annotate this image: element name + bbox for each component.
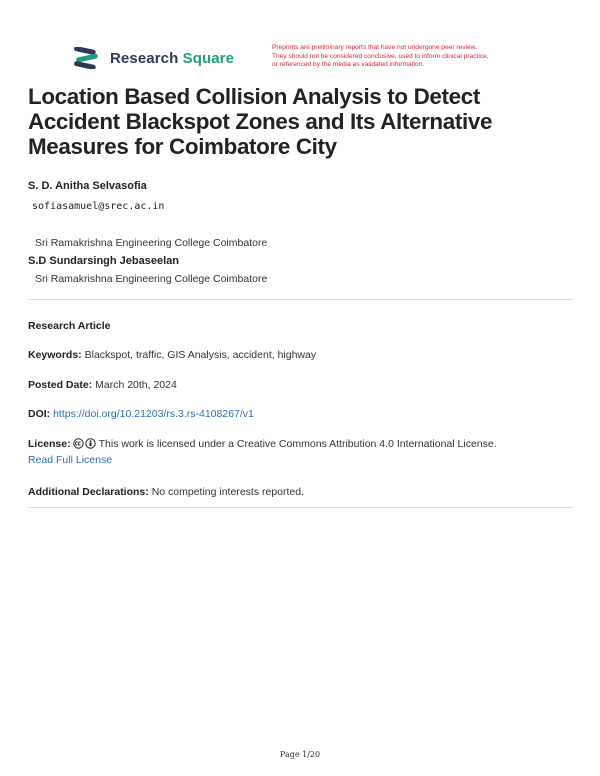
research-square-logo-icon	[72, 47, 102, 69]
cc-icon	[73, 438, 84, 449]
author-name[interactable]: S.D Sundarsingh Jebaseelan	[28, 255, 179, 267]
read-full-license-link[interactable]: Read Full License	[28, 454, 113, 466]
doi-link[interactable]: https://doi.org/10.21203/rs.3.rs-4108267/v1	[53, 408, 254, 420]
page-number: Page 1/20	[279, 750, 321, 759]
author-name[interactable]: S. D. Anitha Selvasofia	[28, 180, 147, 192]
keywords-row	[28, 347, 573, 363]
license-row	[28, 436, 573, 468]
author-email[interactable]: sofiasamuel@srec.ac.in	[32, 201, 165, 212]
declarations-value: No competing interests reported.	[151, 486, 305, 498]
posted-date-label: Posted Date:	[28, 379, 93, 391]
disclaimer-line: They should not be considered conclusive, used to inform clinical practice,	[272, 52, 489, 60]
divider	[28, 299, 573, 300]
author-affiliation: Sri Ramakrishna Engineering College Coimbatore	[35, 237, 268, 249]
doi-row	[28, 406, 573, 422]
license-text: This work is licensed under a Creative Commons Attribution 4.0 International License.	[98, 438, 497, 450]
keywords-label: Keywords:	[28, 349, 82, 361]
divider	[28, 507, 573, 508]
by-attribution-icon	[85, 438, 96, 449]
preprint-disclaimer	[272, 44, 572, 70]
research-square-logo	[72, 47, 234, 69]
keywords-value: Blackspot, traffic, GIS Analysis, accident, highway	[84, 349, 317, 361]
author-affiliation: Sri Ramakrishna Engineering College Coimbatore	[35, 273, 268, 285]
posted-date-value: March 20th, 2024	[95, 379, 177, 391]
article-type	[28, 318, 573, 334]
logo-text: Research Square	[110, 49, 235, 67]
license-label: License:	[28, 438, 71, 450]
article-type-label: Research Article	[28, 320, 111, 332]
disclaimer-line: or referenced by the media as validated information.	[272, 61, 425, 69]
declarations-row	[28, 484, 573, 500]
paper-title: Location Based Collision Analysis to Detect Accident Blackspot Zones and Its Alternative Measures for Coimbatore City	[28, 84, 493, 159]
posted-date-row	[28, 377, 573, 393]
doi-label: DOI:	[28, 408, 51, 420]
declarations-label: Additional Declarations:	[28, 486, 149, 498]
cc-by-icon[interactable]	[73, 438, 96, 449]
disclaimer-line: Preprints are preliminary reports that have not undergone peer review.	[272, 44, 477, 51]
